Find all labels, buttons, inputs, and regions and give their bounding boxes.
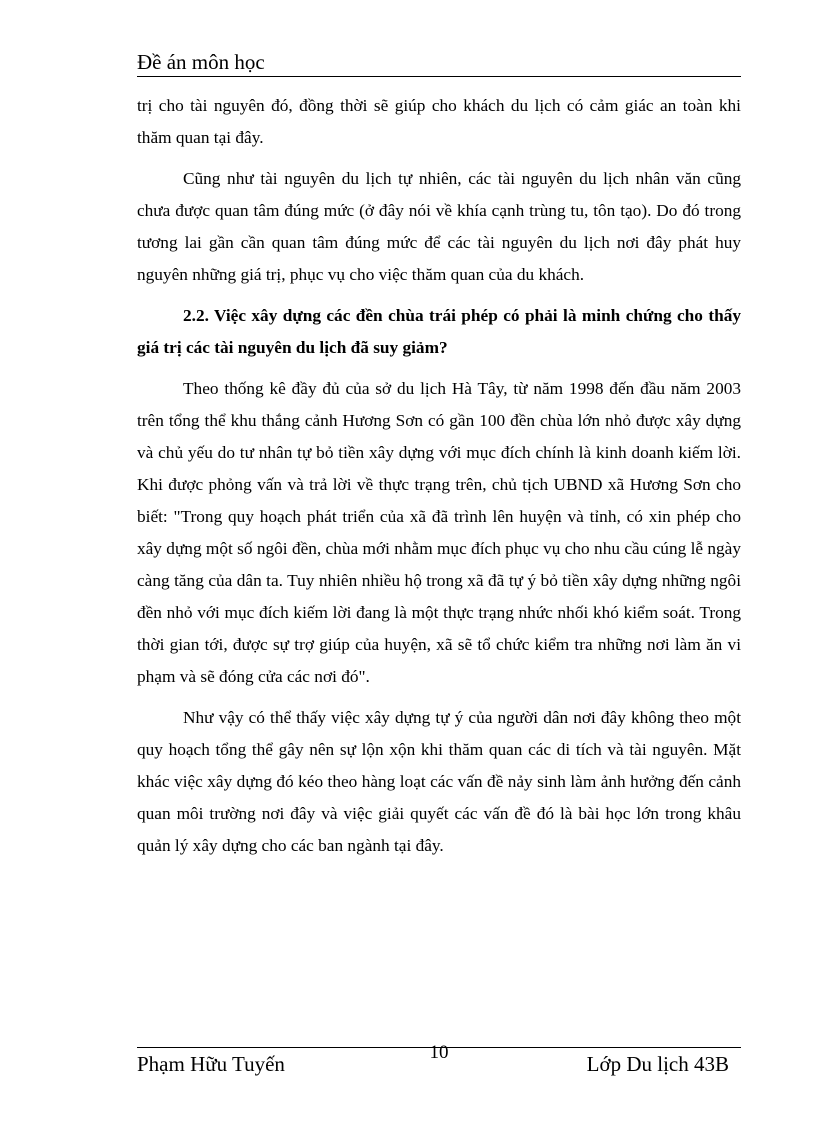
- document-body: [137, 90, 741, 862]
- paragraph: Như vậy có thể thấy việc xây dựng tự ý của người dân nơi đây không theo một quy hoạch tổng thể gây nên sự lộn xộn khi thăm quan các di tích và tài nguyên. Mặt khác việc xây dựng đó kéo theo hàng loạt các vấn đề nảy sinh làm ảnh hưởng đến cảnh quan môi trường nơi đây và việc giải quyết các vấn đề đó là bài học lớn trong khâu quản lý xây dựng cho các ban ngành tại đây.: [137, 708, 741, 855]
- section-heading: 2.2. Việc xây dựng các đền chùa trái phép có phải là minh chứng cho thấy giá trị các tài nguyên du lịch đã suy giảm?: [137, 306, 741, 357]
- page-header: [137, 50, 741, 77]
- document-title: Đề án môn học: [137, 50, 265, 74]
- paragraph: Theo thống kê đầy đủ của sở du lịch Hà Tây, từ năm 1998 đến đầu năm 2003 trên tổng thể khu thắng cảnh Hương Sơn có gần 100 đền chùa lớn nhỏ được xây dựng và chủ yếu do tư nhân tự bỏ tiền xây dựng với mục đích chính là kinh doanh kiếm lời. Khi được phỏng vấn và trả lời về thực trạng trên, chủ tịch UBND xã Hương Sơn cho biết: "Trong quy hoạch phát triển của xã đã trình lên huyện và tỉnh, có xin phép cho xây dựng một số ngôi đền, chùa mới nhằm mục đích phục vụ cho nhu cầu cúng lễ ngày càng tăng của dân ta. Tuy nhiên nhiều hộ trong xã đã tự ý bỏ tiền xây dựng những ngôi đền nhỏ với mục đích kiếm lời đang là một thực trạng nhức nhối khó kiểm soát. Trong thời gian tới, được sự trợ giúp của huyện, xã sẽ tổ chức kiểm tra những nơi làm ăn vi phạm và sẽ đóng cửa các nơi đó".: [137, 379, 741, 686]
- footer-author: Phạm Hữu Tuyến: [137, 1052, 285, 1076]
- page-footer: [137, 1042, 741, 1082]
- paragraph-continuation: trị cho tài nguyên đó, đồng thời sẽ giúp cho khách du lịch có cảm giác an toàn khi thăm quan tại đây.: [137, 96, 741, 147]
- page-number: 10: [429, 1042, 449, 1063]
- paragraph: Cũng như tài nguyên du lịch tự nhiên, các tài nguyên du lịch nhân văn cũng chưa được quan tâm đúng mức (ở đây nói về khía cạnh trùng tu, tôn tạo). Do đó trong tương lai gần cần quan tâm đúng mức để các tài nguyên du lịch nơi đây phát huy nguyên những giá trị, phục vụ cho việc thăm quan của du khách.: [137, 169, 741, 284]
- footer-class-name: Lớp Du lịch 43B: [586, 1052, 729, 1076]
